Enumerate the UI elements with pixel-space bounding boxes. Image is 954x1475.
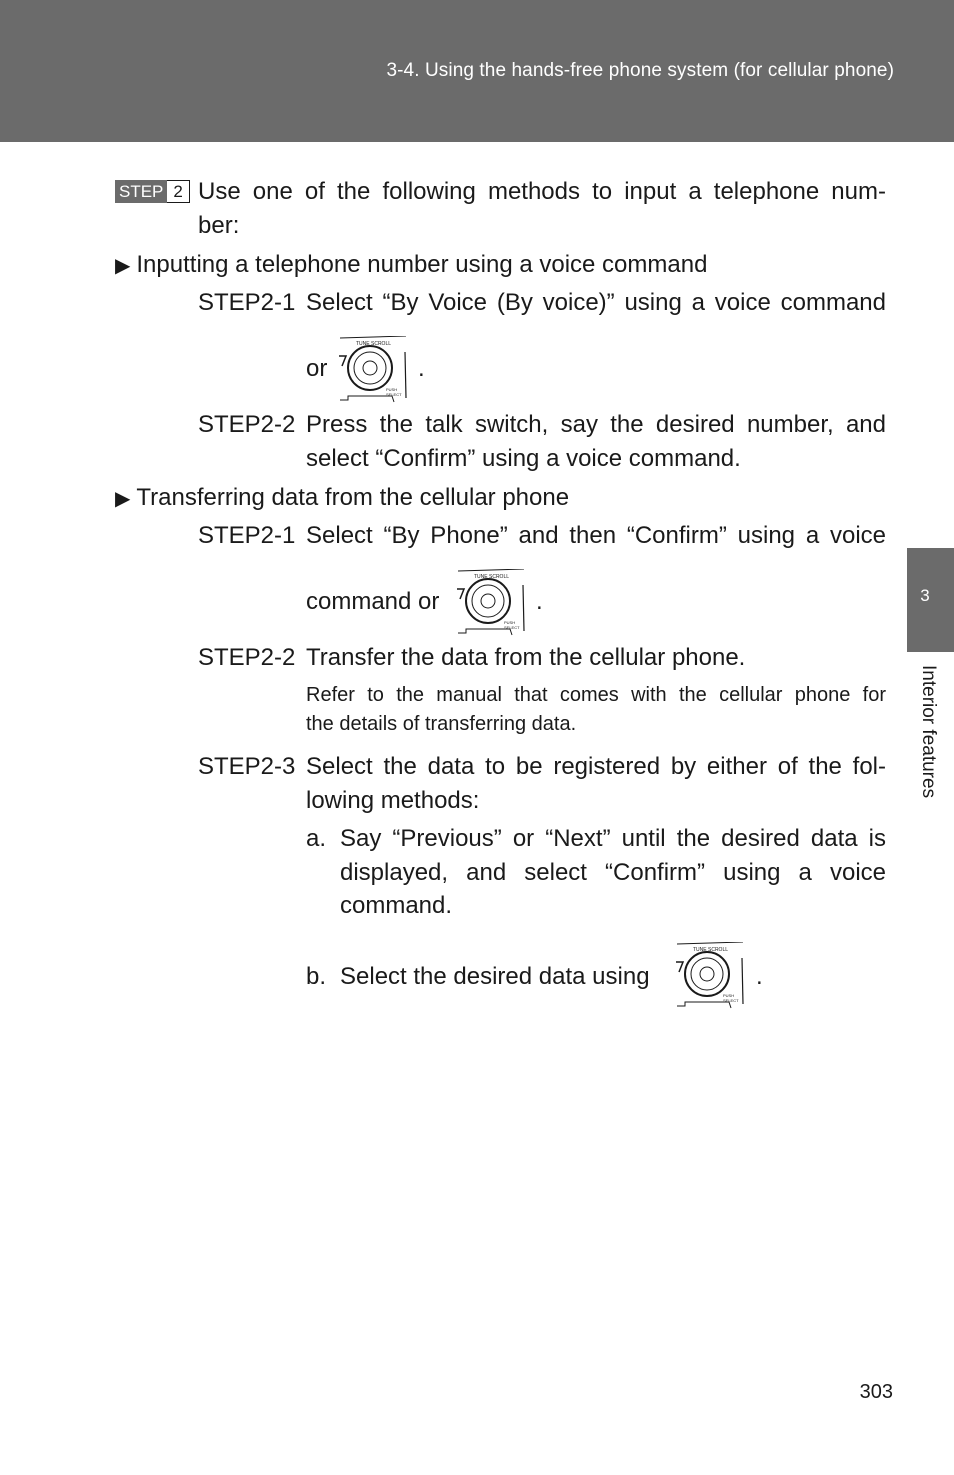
option-a-line2: displayed, and select “Confirm” using a voice: [340, 859, 886, 886]
chapter-tab: [907, 548, 954, 652]
knob-side-label-1: PUSH: [386, 387, 398, 392]
voice-step2-line1: Press the talk switch, say the desired number, and: [306, 411, 886, 438]
transfer-note-line2: the details of transferring data.: [306, 713, 577, 735]
transfer-step1-line2: command or: [306, 588, 440, 615]
knob-top-label: TUNE SCROLL: [474, 574, 510, 580]
step-badge: [115, 180, 190, 203]
transfer-step3-line2: lowing methods:: [306, 787, 480, 814]
step2-line2: ber:: [198, 212, 240, 239]
transfer-step2-line1: Transfer the data from the cellular phone.: [306, 644, 746, 671]
option-b-text: Select the desired data using: [340, 963, 650, 990]
voice-step2-line2: select “Confirm” using a voice command.: [306, 445, 741, 472]
option-b-end: .: [756, 963, 763, 990]
transfer-step3-line1: Select the data to be registered by either of the fol-: [306, 753, 886, 780]
voice-step1-line2: or: [306, 355, 328, 382]
page-header: [0, 0, 954, 142]
knob-side-label-2: SELECT: [386, 392, 402, 397]
triangle-bullet-icon: ▶: [115, 255, 131, 277]
option-a-line3: command.: [340, 892, 453, 919]
transfer-step2-label: STEP2-2: [198, 644, 296, 671]
step-badge-label: STEP: [115, 180, 167, 203]
knob-side-label-2: SELECT: [723, 998, 739, 1003]
chapter-number: 3: [920, 586, 930, 605]
chapter-label: Interior features: [918, 665, 939, 799]
transfer-step1-line1: Select “By Phone” and then “Confirm” using a voice: [306, 522, 886, 549]
page-number: 303: [859, 1381, 893, 1403]
transfer-note-line1: Refer to the manual that comes with the cellular phone for: [306, 684, 886, 706]
voice-step1-end: .: [418, 355, 425, 382]
option-a-marker: a.: [306, 825, 327, 852]
transfer-step1-label: STEP2-1: [198, 522, 296, 549]
option-a-line1: Say “Previous” or “Next” until the desired data is: [340, 825, 886, 852]
knob-side-label-1: PUSH: [723, 993, 735, 998]
voice-step2-label: STEP2-2: [198, 411, 296, 438]
transfer-step1-end: .: [536, 588, 543, 615]
voice-step1-label: STEP2-1: [198, 289, 296, 316]
section-voice-heading: [115, 248, 707, 283]
section-transfer-heading-text: Transferring data from the cellular phone: [136, 484, 570, 511]
transfer-step3-label: STEP2-3: [198, 753, 296, 780]
tune-select-knob-icon: [673, 942, 747, 1012]
knob-top-label: TUNE SCROLL: [693, 947, 729, 953]
voice-step1-line1: Select “By Voice (By voice)” using a voice command: [306, 289, 886, 316]
tune-select-knob-icon: [336, 336, 410, 406]
tune-select-knob-icon: [454, 569, 528, 639]
knob-side-label-1: PUSH: [504, 620, 516, 625]
step-badge-number: 2: [167, 180, 189, 203]
knob-top-label: TUNE SCROLL: [356, 341, 392, 347]
step2-line1: Use one of the following methods to input a telephone num-: [198, 178, 886, 205]
section-voice-heading-text: Inputting a telephone number using a voice command: [136, 251, 708, 278]
knob-side-label-2: SELECT: [504, 625, 520, 630]
section-transfer-heading: [115, 481, 569, 516]
header-title: 3-4. Using the hands-free phone system (for cellular phone): [386, 60, 894, 81]
triangle-bullet-icon: ▶: [115, 488, 131, 510]
option-b-marker: b.: [306, 963, 327, 990]
